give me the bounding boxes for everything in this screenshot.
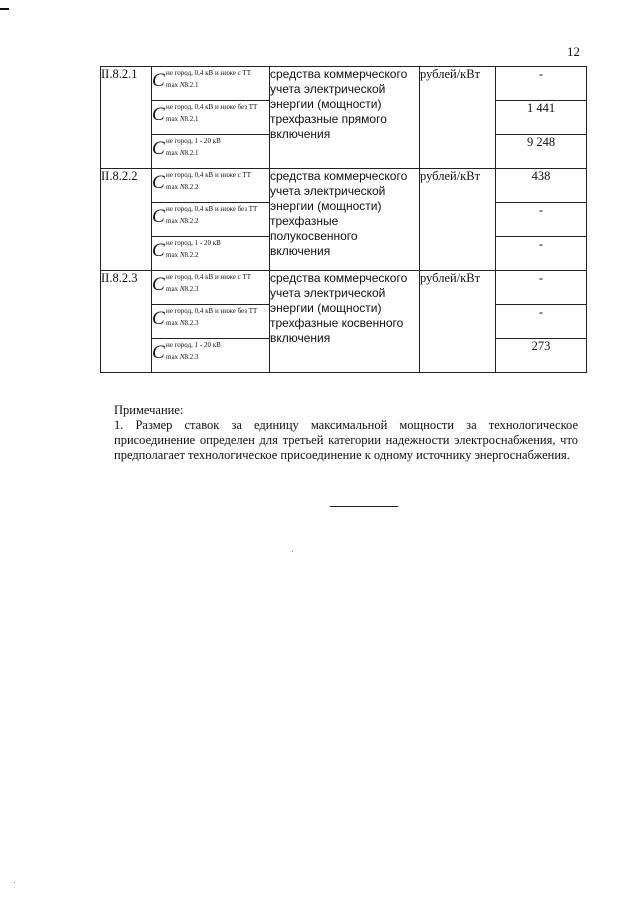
rate-value: - [496, 203, 587, 237]
rate-symbol: C [152, 206, 165, 227]
rate-value: 273 [496, 339, 587, 373]
rate-subscript-n: N [179, 353, 185, 361]
rate-superscript: не город, 1 - 20 кВ [166, 137, 221, 145]
rate-symbol: C [152, 240, 165, 261]
rate-subscript-index: 8.2.2 [184, 217, 199, 225]
rate-subscript-index: 8.2.3 [184, 285, 199, 293]
item-description: средства коммерческого учета электрической энергии (мощности) трехфазные полукосвенного включения [270, 169, 420, 271]
rate-subscript-n: N [179, 81, 185, 89]
rate-subscript-max: max [166, 353, 179, 361]
rate-superscript: не город, 0,4 кВ и ниже без ТТ [166, 205, 258, 213]
rate-subscript [166, 184, 198, 191]
note-block [114, 403, 578, 463]
rate-subscript [166, 286, 198, 293]
rate-subscript [166, 82, 198, 89]
rate-subscript-index: 8.2.3 [184, 319, 199, 327]
item-description: средства коммерческого учета электрической энергии (мощности) трехфазные косвенного включения [270, 271, 420, 373]
rate-formula [152, 271, 269, 304]
rate-subscript-n: N [179, 149, 185, 157]
item-unit: рублей/кВт [420, 67, 496, 169]
rate-superscript: не город, 1 - 20 кВ [166, 341, 221, 349]
item-unit: рублей/кВт [420, 169, 496, 271]
page-number: 12 [567, 44, 580, 59]
rate-formula-cell [152, 101, 270, 135]
rate-symbol: C [152, 104, 165, 125]
item-unit: рублей/кВт [420, 271, 496, 373]
note-title: Примечание: [114, 403, 184, 417]
rate-formula [152, 203, 269, 236]
rate-subscript [166, 116, 198, 123]
rate-formula-cell [152, 203, 270, 237]
rate-subscript-max: max [166, 285, 179, 293]
tariff-table [100, 66, 587, 373]
rate-subscript-max: max [166, 183, 179, 191]
rate-subscript [166, 252, 198, 259]
rate-subscript [166, 354, 198, 361]
item-code: II.8.2.3 [101, 271, 152, 373]
scan-speck [14, 882, 15, 883]
rate-value: - [496, 67, 587, 101]
rate-subscript-n: N [179, 285, 185, 293]
tariff-table-body [101, 67, 587, 373]
rate-subscript [166, 320, 198, 327]
separator-line [330, 506, 398, 507]
rate-value: - [496, 305, 587, 339]
rate-subscript-index: 8.2.1 [184, 81, 199, 89]
rate-formula-cell [152, 339, 270, 373]
rate-symbol: C [152, 274, 165, 295]
rate-symbol: C [152, 308, 165, 329]
rate-subscript-max: max [166, 81, 179, 89]
rate-symbol: C [152, 172, 165, 193]
rate-formula [152, 135, 269, 168]
rate-subscript-index: 8.2.3 [184, 353, 199, 361]
rate-subscript-max: max [166, 217, 179, 225]
rate-formula [152, 169, 269, 202]
rate-formula [152, 305, 269, 338]
rate-superscript: не город, 1 - 20 кВ [166, 239, 221, 247]
rate-subscript-n: N [179, 251, 185, 259]
item-code: II.8.2.1 [101, 67, 152, 169]
rate-value: - [496, 271, 587, 305]
rate-formula [152, 67, 269, 100]
rate-value: 438 [496, 169, 587, 203]
rate-superscript: не город, 0,4 кВ и ниже без ТТ [166, 307, 258, 315]
rate-subscript-index: 8.2.2 [184, 251, 199, 259]
table-row [101, 169, 587, 203]
rate-superscript: не город, 0,4 кВ и ниже без ТТ [166, 103, 258, 111]
corner-dash-mark [0, 8, 9, 10]
rate-formula-cell [152, 305, 270, 339]
rate-formula-cell [152, 237, 270, 271]
rate-value: - [496, 237, 587, 271]
rate-value: 1 441 [496, 101, 587, 135]
rate-subscript-index: 8.2.1 [184, 149, 199, 157]
rate-subscript-max: max [166, 319, 179, 327]
rate-formula-cell [152, 271, 270, 305]
rate-formula [152, 101, 269, 134]
rate-subscript-n: N [179, 319, 185, 327]
rate-formula-cell [152, 135, 270, 169]
rate-symbol: C [152, 342, 165, 363]
rate-formula-cell [152, 67, 270, 101]
item-description: средства коммерческого учета электрической энергии (мощности) трехфазные прямого включения [270, 67, 420, 169]
rate-subscript-index: 8.2.1 [184, 115, 199, 123]
rate-formula-cell [152, 169, 270, 203]
rate-superscript: не город, 0,4 кВ и ниже с ТТ [166, 273, 251, 281]
table-row [101, 67, 587, 101]
rate-subscript [166, 150, 198, 157]
rate-formula [152, 339, 269, 372]
rate-superscript: не город, 0,4 кВ и ниже с ТТ [166, 171, 251, 179]
rate-value: 9 248 [496, 135, 587, 169]
rate-superscript: не город, 0,4 кВ и ниже с ТТ [166, 69, 251, 77]
rate-subscript-max: max [166, 149, 179, 157]
item-code: II.8.2.2 [101, 169, 152, 271]
rate-subscript [166, 218, 198, 225]
rate-subscript-n: N [179, 183, 185, 191]
table-row [101, 271, 587, 305]
note-text: 1. Размер ставок за единицу максимальной мощности за технологическое присоединение определен для третьей категории надежности электроснабжения, что предполагает технологическое присоединение к одному источнику энергоснабжения. [114, 418, 578, 462]
rate-formula [152, 237, 269, 270]
rate-subscript-n: N [179, 217, 185, 225]
scan-speck [292, 551, 293, 552]
rate-subscript-max: max [166, 251, 179, 259]
rate-symbol: C [152, 70, 165, 91]
rate-symbol: C [152, 138, 165, 159]
rate-subscript-n: N [179, 115, 185, 123]
rate-subscript-index: 8.2.2 [184, 183, 199, 191]
rate-subscript-max: max [166, 115, 179, 123]
